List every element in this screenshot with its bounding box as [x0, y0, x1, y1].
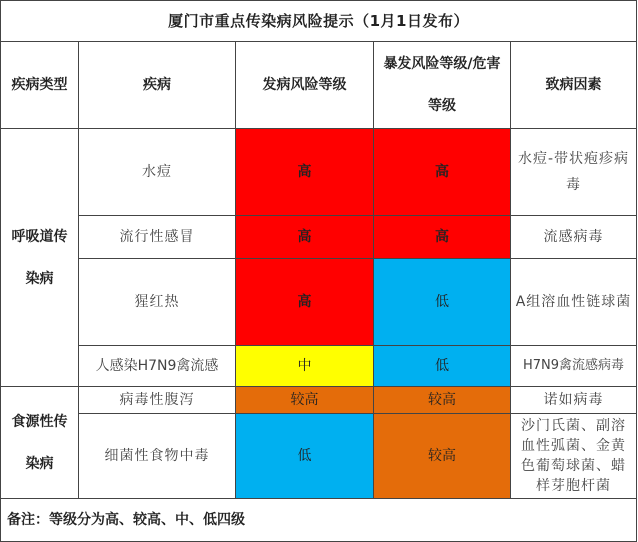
onset-risk-cell: 较高 — [236, 387, 374, 414]
header-outbreak-risk: 暴发风险等级/危害等级 — [374, 42, 511, 129]
table-row — [1, 346, 637, 387]
disease-cell: 水痘 — [79, 129, 236, 216]
outbreak-risk-cell: 低 — [374, 346, 511, 387]
outbreak-risk-cell: 较高 — [374, 387, 511, 414]
outbreak-risk-cell: 较高 — [374, 414, 511, 499]
disease-cell: 流行性感冒 — [79, 216, 236, 259]
category-respiratory: 呼吸道传染病 — [1, 129, 79, 387]
onset-risk-cell: 中 — [236, 346, 374, 387]
header-onset-risk: 发病风险等级 — [236, 42, 374, 129]
onset-risk-cell: 高 — [236, 259, 374, 346]
outbreak-risk-cell: 高 — [374, 129, 511, 216]
header-disease: 疾病 — [79, 42, 236, 129]
disease-cell: 人感染H7N9禽流感 — [79, 346, 236, 387]
cause-cell: 水痘-带状疱疹病毒 — [511, 129, 637, 216]
table-row — [1, 259, 637, 346]
category-foodborne: 食源性传染病 — [1, 387, 79, 499]
disease-cell: 病毒性腹泻 — [79, 387, 236, 414]
cause-cell: 诺如病毒 — [511, 387, 637, 414]
table-row — [1, 414, 637, 499]
table-row — [1, 387, 637, 414]
table-row — [1, 216, 637, 259]
onset-risk-cell: 高 — [236, 216, 374, 259]
onset-risk-cell: 低 — [236, 414, 374, 499]
disease-cell: 细菌性食物中毒 — [79, 414, 236, 499]
onset-risk-cell: 高 — [236, 129, 374, 216]
header-category: 疾病类型 — [1, 42, 79, 129]
outbreak-risk-cell: 低 — [374, 259, 511, 346]
header-row — [1, 42, 637, 129]
cause-cell: H7N9禽流感病毒 — [511, 346, 637, 387]
cause-cell: A组溶血性链球菌 — [511, 259, 637, 346]
cause-cell: 沙门氏菌、副溶血性弧菌、金黄色葡萄球菌、蜡样芽胞杆菌 — [511, 414, 637, 499]
header-cause: 致病因素 — [511, 42, 637, 129]
table-title: 厦门市重点传染病风险提示（1月1日发布） — [1, 1, 637, 42]
table-row — [1, 129, 637, 216]
outbreak-risk-cell: 高 — [374, 216, 511, 259]
disease-cell: 猩红热 — [79, 259, 236, 346]
cause-cell: 流感病毒 — [511, 216, 637, 259]
note-text: 备注：等级分为高、较高、中、低四级 — [1, 499, 637, 542]
